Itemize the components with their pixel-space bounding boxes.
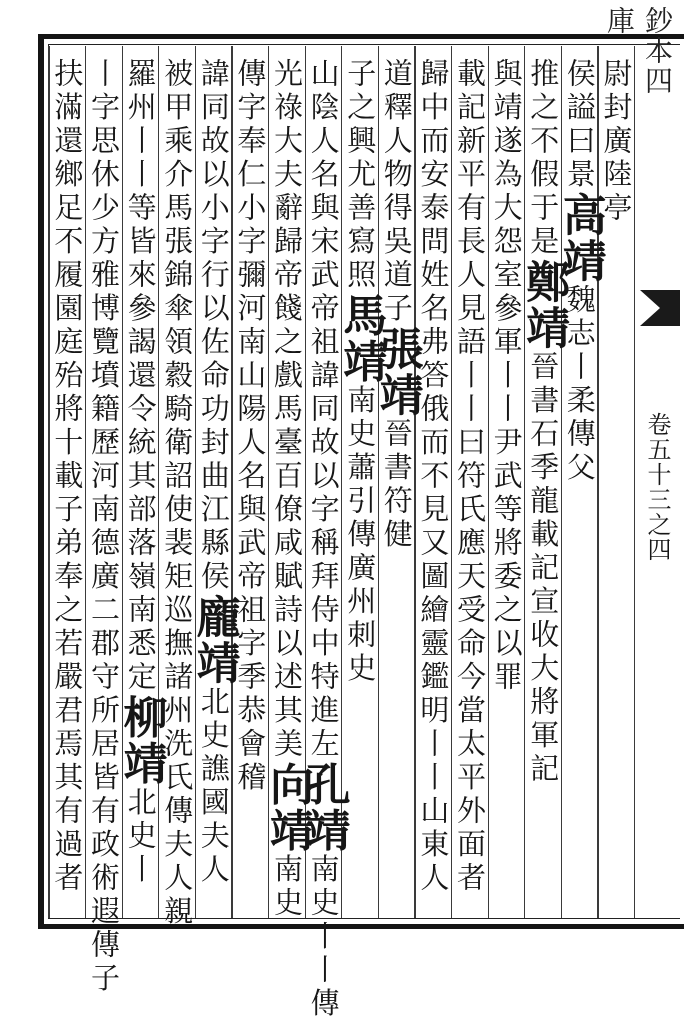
entry-heading: 張靖 (372, 326, 423, 418)
column-text: 洗氏傳夫人親 (160, 728, 194, 929)
entry-heading: 高靖 (555, 192, 606, 284)
column-text: 尉封廣陸亭 (599, 58, 633, 226)
entry-heading: 馬靖 (335, 293, 386, 385)
entry-heading: 孔靖 (299, 762, 350, 854)
column-text: 羅州丨丨等皆來參謁還令統其部落嶺南悉定 (124, 58, 158, 695)
column-text: 諱同故以小字行以佐命功封曲江縣侯 (197, 58, 231, 594)
column-text: 侯謚曰景 (563, 58, 597, 192)
column-text: 晉書符健 (380, 418, 414, 552)
column-text: 山陰人名與宋武帝祖諱同故以字稱拜侍中特進左 (307, 58, 341, 762)
column-text: 南史丨丨傳 (307, 854, 341, 1021)
column-text: 南史 (270, 854, 304, 921)
column-text: 傳字奉仁小字彌河南山陽人名與武帝祖 (233, 58, 267, 628)
column-text: 字季恭會稽 (233, 628, 267, 796)
fish-tail-mark (640, 290, 680, 326)
text-column (45, 58, 89, 918)
column-text: 室參軍丨丨尹武等將委之以罪 (490, 259, 524, 695)
column-text: 光祿大夫辭歸帝餞之戲馬臺百僚咸賦詩以述其美 (270, 58, 304, 762)
column-text: 道釋人物得吳道子 (380, 58, 414, 326)
column-text: 北史丨 (124, 787, 158, 888)
entry-heading: 向靖 (262, 762, 313, 854)
column-text: 推之不假于是 (526, 58, 560, 259)
column-text: 載記新平有長人見語丨丨曰符氏應天受命今當太平外面者 (453, 58, 487, 896)
column-text: 魏志丨柔傳父 (563, 284, 597, 485)
column-text: 與靖遂為大怨 (490, 58, 524, 259)
column-text: 北史譙國夫人 (197, 686, 231, 887)
column-text: 扶滿還鄉足不履園庭殆將十載子弟奉之若嚴君焉其有過者 (50, 58, 84, 896)
column-text: 遐傳子 (87, 896, 121, 997)
entry-heading: 龐靖 (189, 594, 240, 686)
column-text: 南史蕭引傳廣州刺史 (343, 385, 377, 687)
column-text: 丨字思休少方雅博覽墳籍歷河南德廣二郡守所居皆有政術 (87, 58, 121, 896)
entry-heading: 鄭靖 (518, 259, 569, 351)
side-book-title: 鈔本四庫 (638, 6, 676, 96)
volume-number: 卷五十三之四 (640, 412, 674, 562)
column-text: 晉書石季龍載記宣收大將軍記 (526, 351, 560, 787)
column-text: 被甲乘介馬張錦傘領縠騎衛詔使裴矩巡撫諸州 (160, 58, 194, 728)
column-text: 歸中而安泰問姓名弗答俄而不見又圖繪靈鑑明丨丨山東人 (416, 58, 450, 896)
entry-heading: 柳靖 (116, 695, 167, 787)
column-text: 子之興尤善寫照 (343, 58, 377, 293)
